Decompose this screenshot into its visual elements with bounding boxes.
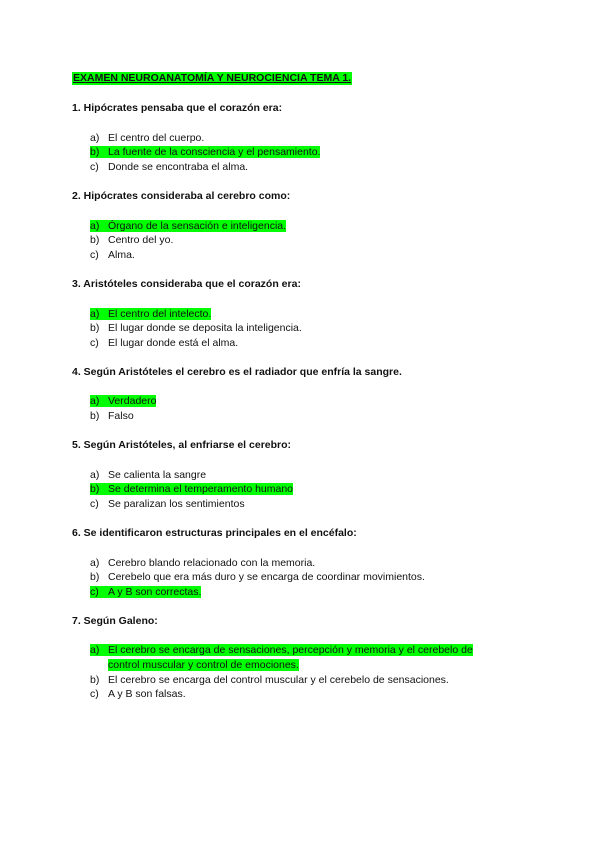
- question-6: 6. Se identificaron estructuras principales en el encéfalo:: [72, 527, 357, 539]
- question-2: 2. Hipócrates consideraba al cerebro como:: [72, 190, 291, 202]
- q4-option-b: [90, 409, 510, 424]
- question-3: 3. Aristóteles consideraba que el corazón era:: [72, 278, 301, 290]
- option-letter: b): [90, 410, 100, 422]
- q1-option-a: [90, 131, 510, 146]
- option-letter: c): [90, 586, 99, 598]
- option-letter: b): [90, 234, 100, 246]
- q3-option-a: [90, 307, 510, 322]
- option-letter: a): [90, 469, 100, 481]
- q6-option-b: [90, 570, 510, 585]
- option-letter: b): [90, 571, 100, 583]
- option-text-correct: A y B son correctas.: [108, 586, 202, 598]
- option-letter: a): [90, 644, 100, 656]
- option-text: Se paralizan los sentimientos: [108, 498, 245, 510]
- option-letter: a): [90, 557, 100, 569]
- option-text: A y B son falsas.: [108, 688, 186, 700]
- question-4: 4. Según Aristóteles el cerebro es el radiador que enfría la sangre.: [72, 366, 402, 378]
- option-text-correct: El centro del intelecto.: [108, 308, 212, 320]
- option-text: Se calienta la sangre: [108, 469, 207, 481]
- option-letter: c): [90, 337, 99, 349]
- option-text: El lugar donde se deposita la inteligencia.: [108, 322, 302, 334]
- option-letter: b): [90, 674, 100, 686]
- question-5: 5. Según Aristóteles, al enfriarse el cerebro:: [72, 439, 292, 451]
- option-letter: a): [90, 308, 100, 320]
- q7-option-c: [90, 687, 510, 702]
- option-text: Cerebro blando relacionado con la memoria.: [108, 557, 316, 569]
- option-text-correct-line2: control muscular y control de emociones.: [108, 659, 299, 671]
- option-letter: c): [90, 161, 99, 173]
- option-text-correct-line1: El cerebro se encarga de sensaciones, percepción y memoria y el cerebelo de: [108, 644, 473, 656]
- q3-option-b: [90, 321, 510, 336]
- q4-option-a: [90, 394, 510, 409]
- option-text: Falso: [108, 410, 134, 422]
- option-text: El centro del cuerpo.: [108, 132, 205, 144]
- q2-option-a: [90, 219, 510, 234]
- option-letter: a): [90, 132, 100, 144]
- question-7: 7. Según Galeno:: [72, 615, 158, 627]
- q6-option-c: [90, 585, 510, 600]
- q3-option-c: [90, 336, 510, 351]
- q5-option-b: [90, 482, 510, 497]
- option-letter: c): [90, 498, 99, 510]
- q6-option-a: [90, 556, 510, 571]
- option-text-correct: Órgano de la sensación e inteligencia.: [108, 220, 287, 232]
- q1-option-b: [90, 145, 510, 160]
- question-1: 1. Hipócrates pensaba que el corazón era:: [72, 102, 283, 114]
- q7-option-a: [90, 643, 510, 658]
- option-letter: b): [90, 146, 100, 158]
- q7-option-a-continuation: [108, 658, 500, 673]
- option-text: Donde se encontraba el alma.: [108, 161, 249, 173]
- option-text-correct: Se determina el temperamento humano: [108, 483, 294, 495]
- option-text: Cerebelo que era más duro y se encarga de coordinar movimientos.: [108, 571, 425, 583]
- q7-option-b: [90, 673, 510, 688]
- option-letter: c): [90, 249, 99, 261]
- option-letter: a): [90, 220, 100, 232]
- option-letter: a): [90, 395, 100, 407]
- option-letter: c): [90, 688, 99, 700]
- option-text: Centro del yo.: [108, 234, 174, 246]
- exam-title: EXAMEN NEUROANATOMÍA Y NEUROCIENCIA TEMA 1.: [73, 72, 352, 84]
- q1-option-c: [90, 160, 510, 175]
- option-letter: b): [90, 483, 100, 495]
- q5-option-c: [90, 497, 510, 512]
- option-text-correct: La fuente de la consciencia y el pensamiento.: [108, 146, 321, 158]
- option-text: El cerebro se encarga del control muscular y el cerebelo de sensaciones.: [108, 674, 449, 686]
- option-letter: b): [90, 322, 100, 334]
- option-text-correct: Verdadero: [108, 395, 157, 407]
- option-text: Alma.: [108, 249, 135, 261]
- q5-option-a: [90, 468, 510, 483]
- q2-option-c: [90, 248, 510, 263]
- q2-option-b: [90, 233, 510, 248]
- option-text: El lugar donde está el alma.: [108, 337, 239, 349]
